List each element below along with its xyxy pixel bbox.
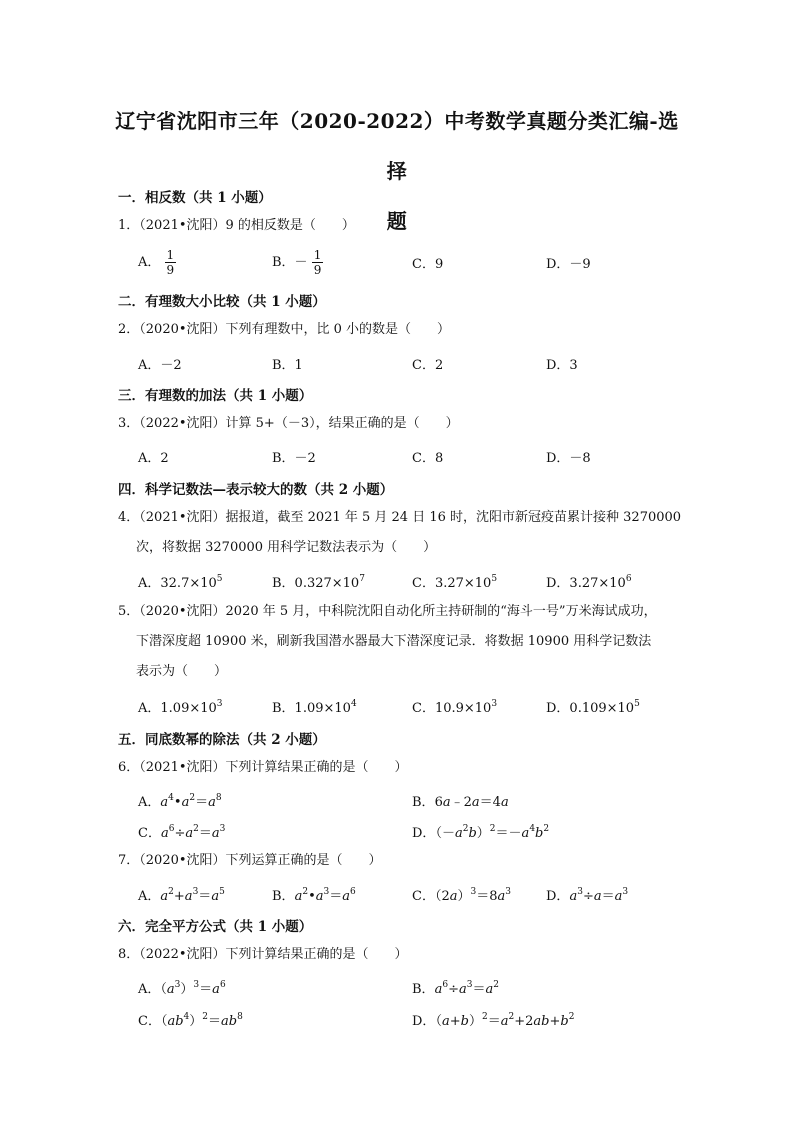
question-6-stem: 6．（2021•沈阳）下列计算结果正确的是（ ） [118,760,408,775]
q6-option-b-label: B． [412,795,435,810]
q4-option-d-text: D．3.27×10 [546,576,626,591]
question-4-line-1: 4．（2021•沈阳）据报道，截至 2021 年 5 月 24 日 16 时，沈阳市新冠疫苗累计接种 3270000 [118,510,682,525]
q4-option-a-text: A．32.7×10 [138,576,217,591]
q4-option-b-exponent: 7 [359,574,365,584]
q1-option-a-fraction [165,248,177,277]
q8-option-a: A．$(a^3)^3=a^6$ [138,980,226,997]
q5-option-b [272,697,357,716]
question-3-stem: 3．（2022•沈阳）计算 5+（－3），结果正确的是（ ） [118,416,459,431]
q7-option-d: D．$a^3\div a=a^3$ [546,887,629,904]
q4-option-c [412,572,497,591]
q6-option-c-label: C． [138,826,161,841]
q5-option-b-text: B．1.09×10 [272,701,351,716]
q7-option-d-label: D． [546,889,570,904]
q4-option-c-exponent: 5 [491,574,498,584]
question-8-stem: 8．（2022•沈阳）下列计算结果正确的是（ ） [118,947,408,962]
q5-option-d-text: D．0.109×10 [546,701,635,716]
q5-option-d-exponent: 5 [634,699,640,709]
q8-option-c: C．$(ab^4)^2=ab^8$ [138,1012,243,1029]
q7-option-c-label: C． [412,889,435,904]
q5-option-a-exponent: 3 [216,699,223,709]
question-5-line-1: 5．（2020•沈阳）2020 年 5 月，中科院沈阳自动化所主持研制的“海斗一号”万米海试成功， [118,604,657,619]
q2-option-b: B．1 [272,358,303,373]
q3-option-c: C．8 [412,451,444,466]
q1-option-c: C．9 [412,257,444,272]
q6-option-b: B．6a﹣2a＝4a [412,795,509,810]
q7-option-b: B．$a^2•a^3=a^6$ [272,887,356,904]
q5-option-c-exponent: 3 [491,699,498,709]
q1-option-b-fraction [312,248,324,277]
q6-option-d: D．$(-a^2b)^2=-a^4b^2$ [412,824,550,841]
q8-option-d: D．$(a+b)^2=a^2+2ab+b^2$ [412,1012,575,1029]
q5-option-a [138,697,223,716]
section-heading-5: 五．同底数幂的除法（共 2 小题） [118,732,326,748]
q5-option-a-text: A．1.09×10 [138,701,217,716]
q1-option-a [138,248,176,277]
q7-option-a-label: A． [138,889,161,904]
question-4-stem [118,503,698,563]
fraction-numerator: 1 [166,248,175,262]
question-4-line-2: 次，将数据 3270000 用科学记数法表示为（ ） [136,540,437,555]
q8-option-d-label: D． [412,1014,436,1029]
question-2-stem: 2．（2020•沈阳）下列有理数中，比 0 小的数是（ ） [118,322,451,337]
q3-option-d: D．－8 [546,451,591,466]
fraction-denominator: 9 [313,263,322,277]
q5-option-b-exponent: 4 [350,699,357,709]
q4-option-b-text: B．0.327×10 [272,576,360,591]
q5-option-d [546,697,640,716]
question-5-line-3: 表示为（ ） [136,664,228,679]
q5-option-c [412,697,497,716]
question-5-line-2: 下潜深度超 10900 米，刷新我国潜水器最大下潜深度记录．将数据 10900 用科学记数法 [136,634,652,649]
q4-option-b [272,572,365,591]
section-heading-6: 六．完全平方公式（共 1 小题） [118,919,313,935]
q4-option-c-text: C．3.27×10 [412,576,492,591]
q4-option-d [546,572,632,591]
title-line-2: 题 [386,209,408,233]
section-heading-4: 四．科学记数法—表示较大的数（共 2 小题） [118,482,394,498]
q6-option-d-label: D． [412,826,436,841]
q8-option-b-label: B． [412,982,435,997]
q5-option-c-text: C．10.9×10 [412,701,492,716]
q8-option-a-label: A． [138,982,161,997]
q3-option-b: B．－2 [272,451,316,466]
question-7-stem: 7．（2020•沈阳）下列运算正确的是（ ） [118,853,382,868]
q2-option-d: D．3 [546,358,578,373]
q4-option-a-exponent: 5 [216,574,223,584]
fraction-denominator: 9 [166,263,175,277]
q4-option-a [138,572,223,591]
q7-option-b-label: B． [272,889,295,904]
section-heading-1: 一．相反数（共 1 小题） [118,190,272,206]
q1-option-b-label: B．－ [272,255,308,270]
q2-option-c: C．2 [412,358,444,373]
q1-option-a-label: A． [138,255,161,270]
q7-option-c: C．$(2a)^3=8a^3$ [412,887,512,904]
question-1-stem: 1．（2021•沈阳）9 的相反数是（ ） [118,218,355,233]
q1-option-d: D．－9 [546,257,591,272]
q1-option-b [272,248,323,277]
q6-option-c: C．$a^6\div a^2=a^3$ [138,824,226,841]
q8-option-b: B．$a^6\div a^3=a^2$ [412,980,499,997]
q3-option-a: A．2 [138,451,169,466]
section-heading-2: 二．有理数大小比较（共 1 小题） [118,294,326,310]
q4-option-d-exponent: 6 [625,574,632,584]
title-line-1: 辽宁省沈阳市三年（2020-2022）中考数学真题分类汇编-选择 [115,109,679,183]
q8-option-c-label: C． [138,1014,161,1029]
q6-option-a: A．$a^4•a^2=a^8$ [138,793,222,810]
section-heading-3: 三．有理数的加法（共 1 小题） [118,388,313,404]
q7-option-a: A．$a^2+a^3=a^5$ [138,887,225,904]
question-5-stem [118,597,698,687]
q2-option-a: A．－2 [138,358,182,373]
fraction-numerator: 1 [313,248,322,262]
q6-option-a-label: A． [138,795,161,810]
